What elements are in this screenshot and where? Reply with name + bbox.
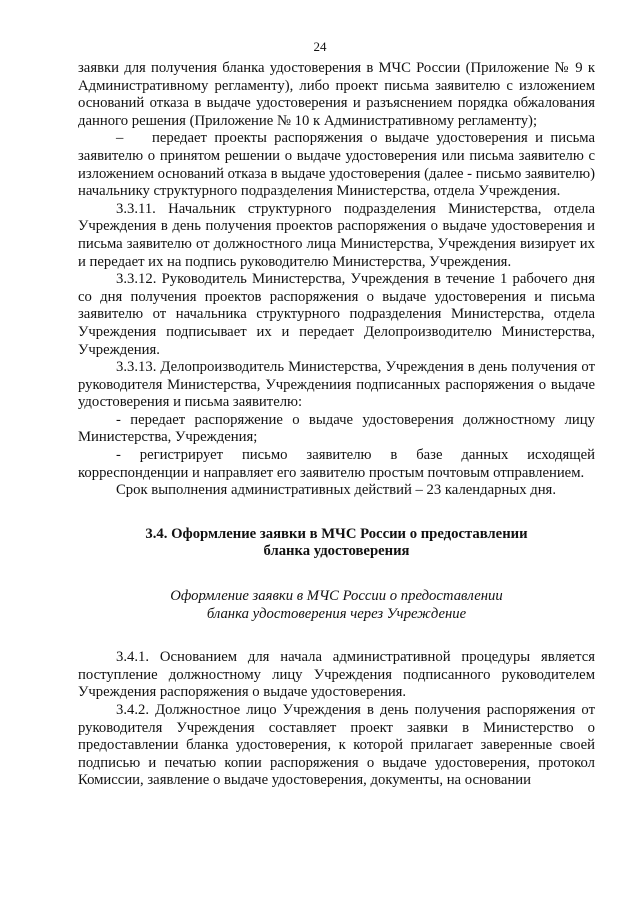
paragraph-text: Срок выполнения административных действий – 23 календарных дня. (116, 482, 556, 499)
paragraph (78, 201, 595, 271)
section-heading (78, 526, 595, 561)
section-subheading-line: Оформление заявки в МЧС России о предоставлении (170, 588, 503, 605)
paragraph-text: заявки для получения бланка удостоверения в МЧС России (Приложение № 9 к Административному регламенту), либо проект письма заявителю с изложением оснований отказа в выдаче удостоверения и разъяснением порядка обжалования данного решения (Приложение № 10 к Административному регламенту); (78, 60, 595, 129)
paragraph-text: 3.4.1. Основанием для начала административной процедуры является поступление должностному лицу Учреждения подписанного руководителем Учреждения распоряжения о выдаче удостоверения. (78, 649, 595, 701)
page-number: 24 (313, 39, 327, 54)
paragraph (78, 271, 595, 359)
section-3-3-text (78, 60, 595, 500)
paragraph-text: передает проекты распоряжения о выдаче удостоверения и письма заявителю о принятом решении о выдаче удостоверения или письма заявителю с изложением оснований отказа в выдаче удостоверения (далее - письмо заявителю) начальнику структурного подразделения Министерства, отдела Учреждения. (78, 130, 595, 200)
section-subheading-line: бланка удостоверения через Учреждение (206, 605, 467, 622)
paragraph-text: - регистрирует письмо заявителю в базе данных исходящей корреспонденции и направляет его заявителю простым почтовым отправлением. (78, 447, 595, 481)
paragraph-text: 3.3.12. Руководитель Министерства, Учреждения в течение 1 рабочего дня со дня получения проектов распоряжения о выдаче удостоверения и письма заявителю от начальника структурного подразделения Министерства, отдела Учреждения подписывает их и передает Делопроизводителю Министерства, Учреждения. (78, 271, 595, 358)
paragraph-text: - передает распоряжение о выдаче удостоверения должностному лицу Министерства, Учреждения; (78, 411, 595, 446)
paragraph-text: 3.4.2. Должностное лицо Учреждения в день получения распоряжения от руководителя Учреждения составляет проект заявки в Министерство о предоставлении бланка удостоверения, к которой прилагает заверенные своей подписью и печатью копии распоряжения о выдаче удостоверения, протокол Комиссии, заявление о выдаче удостоверения, документы, на основании (78, 702, 595, 789)
document-body (78, 60, 595, 790)
list-dash: – (116, 130, 124, 147)
paragraph (78, 702, 595, 790)
paragraph-text: 3.3.11. Начальник структурного подразделения Министерства, отдела Учреждения в день получения проектов распоряжения о выдаче удостоверения и письма заявителю от должностного лица Министерства, Учреждения визирует их и передает их на подпись руководителю Министерства, Учреждения. (78, 200, 595, 270)
section-heading-line: бланка удостоверения (263, 543, 410, 560)
paragraph (78, 359, 595, 412)
paragraph (78, 130, 595, 200)
paragraph (78, 649, 595, 702)
paragraph-text: 3.3.13. Делопроизводитель Министерства, Учреждения в день получения от руководителя Министерства, Учреждениия подписанных распоряжения о выдаче удостоверения и письма заявителю: (78, 359, 595, 411)
paragraph (78, 447, 595, 482)
paragraph (78, 60, 595, 130)
paragraph (78, 412, 595, 447)
section-3-4-text (78, 649, 595, 790)
paragraph (78, 482, 595, 500)
section-subheading (78, 588, 595, 623)
section-heading-line: 3.4. Оформление заявки в МЧС России о предоставлении (145, 525, 528, 542)
